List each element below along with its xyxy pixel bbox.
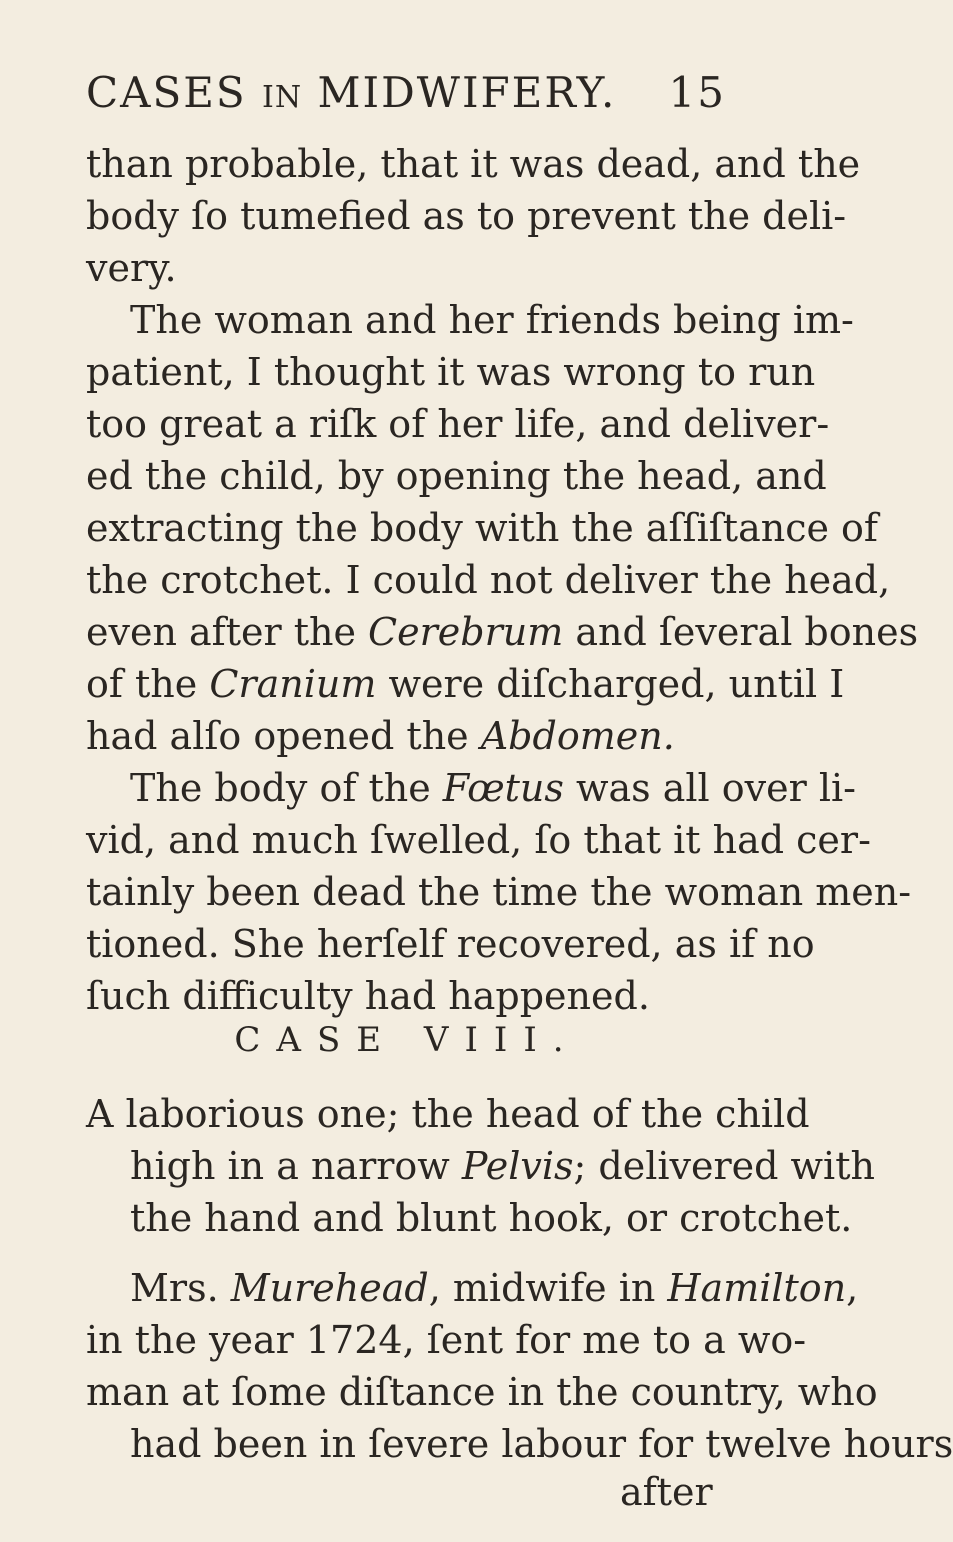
header-midwifery: MIDWIFERY. [317, 68, 617, 117]
text-run: ſuch difficulty had happened. [86, 974, 650, 1018]
text-line [130, 294, 854, 346]
text-line [86, 190, 847, 242]
text-run: had alſo opened the [86, 714, 481, 758]
text-run: was all over li- [563, 766, 857, 810]
text-run: even after the [86, 610, 369, 654]
text-run: and ſeveral bones [563, 610, 919, 654]
text-line [86, 918, 815, 970]
text-line [86, 970, 686, 1022]
italic-term: Cranium [209, 662, 377, 706]
case-heading: CASE VIII. [234, 1020, 580, 1060]
text-run: The woman and her friends being im- [130, 298, 854, 342]
text-run: too great a riſk of her life, and deliver- [86, 402, 830, 446]
text-run: tioned. She herſelf recovered, as if no [86, 922, 815, 966]
text-run: ed the child, by opening the head, and [86, 454, 827, 498]
text-run: tainly been dead the time the woman men- [86, 870, 912, 914]
italic-term: Cerebrum [368, 610, 564, 654]
text-run: the crotchet. I could not deliver the head, [86, 558, 891, 602]
text-run: The body of the [130, 766, 443, 810]
text-line [130, 1140, 875, 1192]
text-run: ; delivered with [573, 1144, 875, 1188]
text-line [86, 1314, 807, 1366]
text-line [86, 242, 186, 294]
text-run: than probable, that it was dead, and the [86, 142, 861, 186]
text-run: in the year 1724, ſent for me to a wo- [86, 1318, 807, 1362]
text-line [86, 1088, 810, 1140]
text-run: , [846, 1266, 859, 1310]
text-line [86, 866, 912, 918]
text-run: very. [86, 246, 177, 290]
text-line [86, 814, 871, 866]
text-line [130, 1192, 853, 1244]
text-line [86, 606, 919, 658]
catchword: after [620, 1470, 713, 1514]
text-run: extracting the body with the aſſiſtance of [86, 506, 878, 550]
text-run: were diſcharged, until I [376, 662, 845, 706]
italic-term: Abdomen. [480, 714, 675, 758]
text-line [130, 1418, 953, 1470]
text-run: man at ſome diſtance in the country, who [86, 1370, 878, 1414]
text-line [130, 762, 857, 814]
text-line [86, 138, 861, 190]
text-run: high in a narrow [130, 1144, 462, 1188]
text-line [86, 710, 675, 762]
text-run: had been in ſevere labour for twelve hours [130, 1422, 953, 1466]
italic-term: Hamilton [667, 1266, 847, 1310]
text-line [86, 346, 816, 398]
text-run: vid, and much ſwelled, ſo that it had cer- [86, 818, 871, 862]
text-run: , midwife in [428, 1266, 668, 1310]
text-line [86, 450, 827, 502]
header-cases: CASES [86, 68, 247, 117]
text-line [86, 554, 891, 606]
text-run: patient, I thought it was wrong to run [86, 350, 816, 394]
header-in: IN [262, 80, 303, 115]
text-run: body ſo tumefied as to prevent the deli- [86, 194, 847, 238]
text-run: the hand and blunt hook, or crotchet. [130, 1196, 853, 1240]
page-number: 15 [668, 68, 726, 117]
text-line [86, 1366, 878, 1418]
text-line [86, 398, 830, 450]
text-line [86, 502, 878, 554]
italic-term: Murehead [230, 1266, 429, 1310]
text-run: of the [86, 662, 210, 706]
text-run: Mrs. [130, 1266, 231, 1310]
text-line [130, 1262, 859, 1314]
italic-term: Pelvis [461, 1144, 574, 1188]
text-run: A laborious one; the head of the child [86, 1092, 810, 1136]
italic-term: Fœtus [442, 766, 564, 810]
running-header [86, 68, 726, 128]
text-line [86, 658, 845, 710]
